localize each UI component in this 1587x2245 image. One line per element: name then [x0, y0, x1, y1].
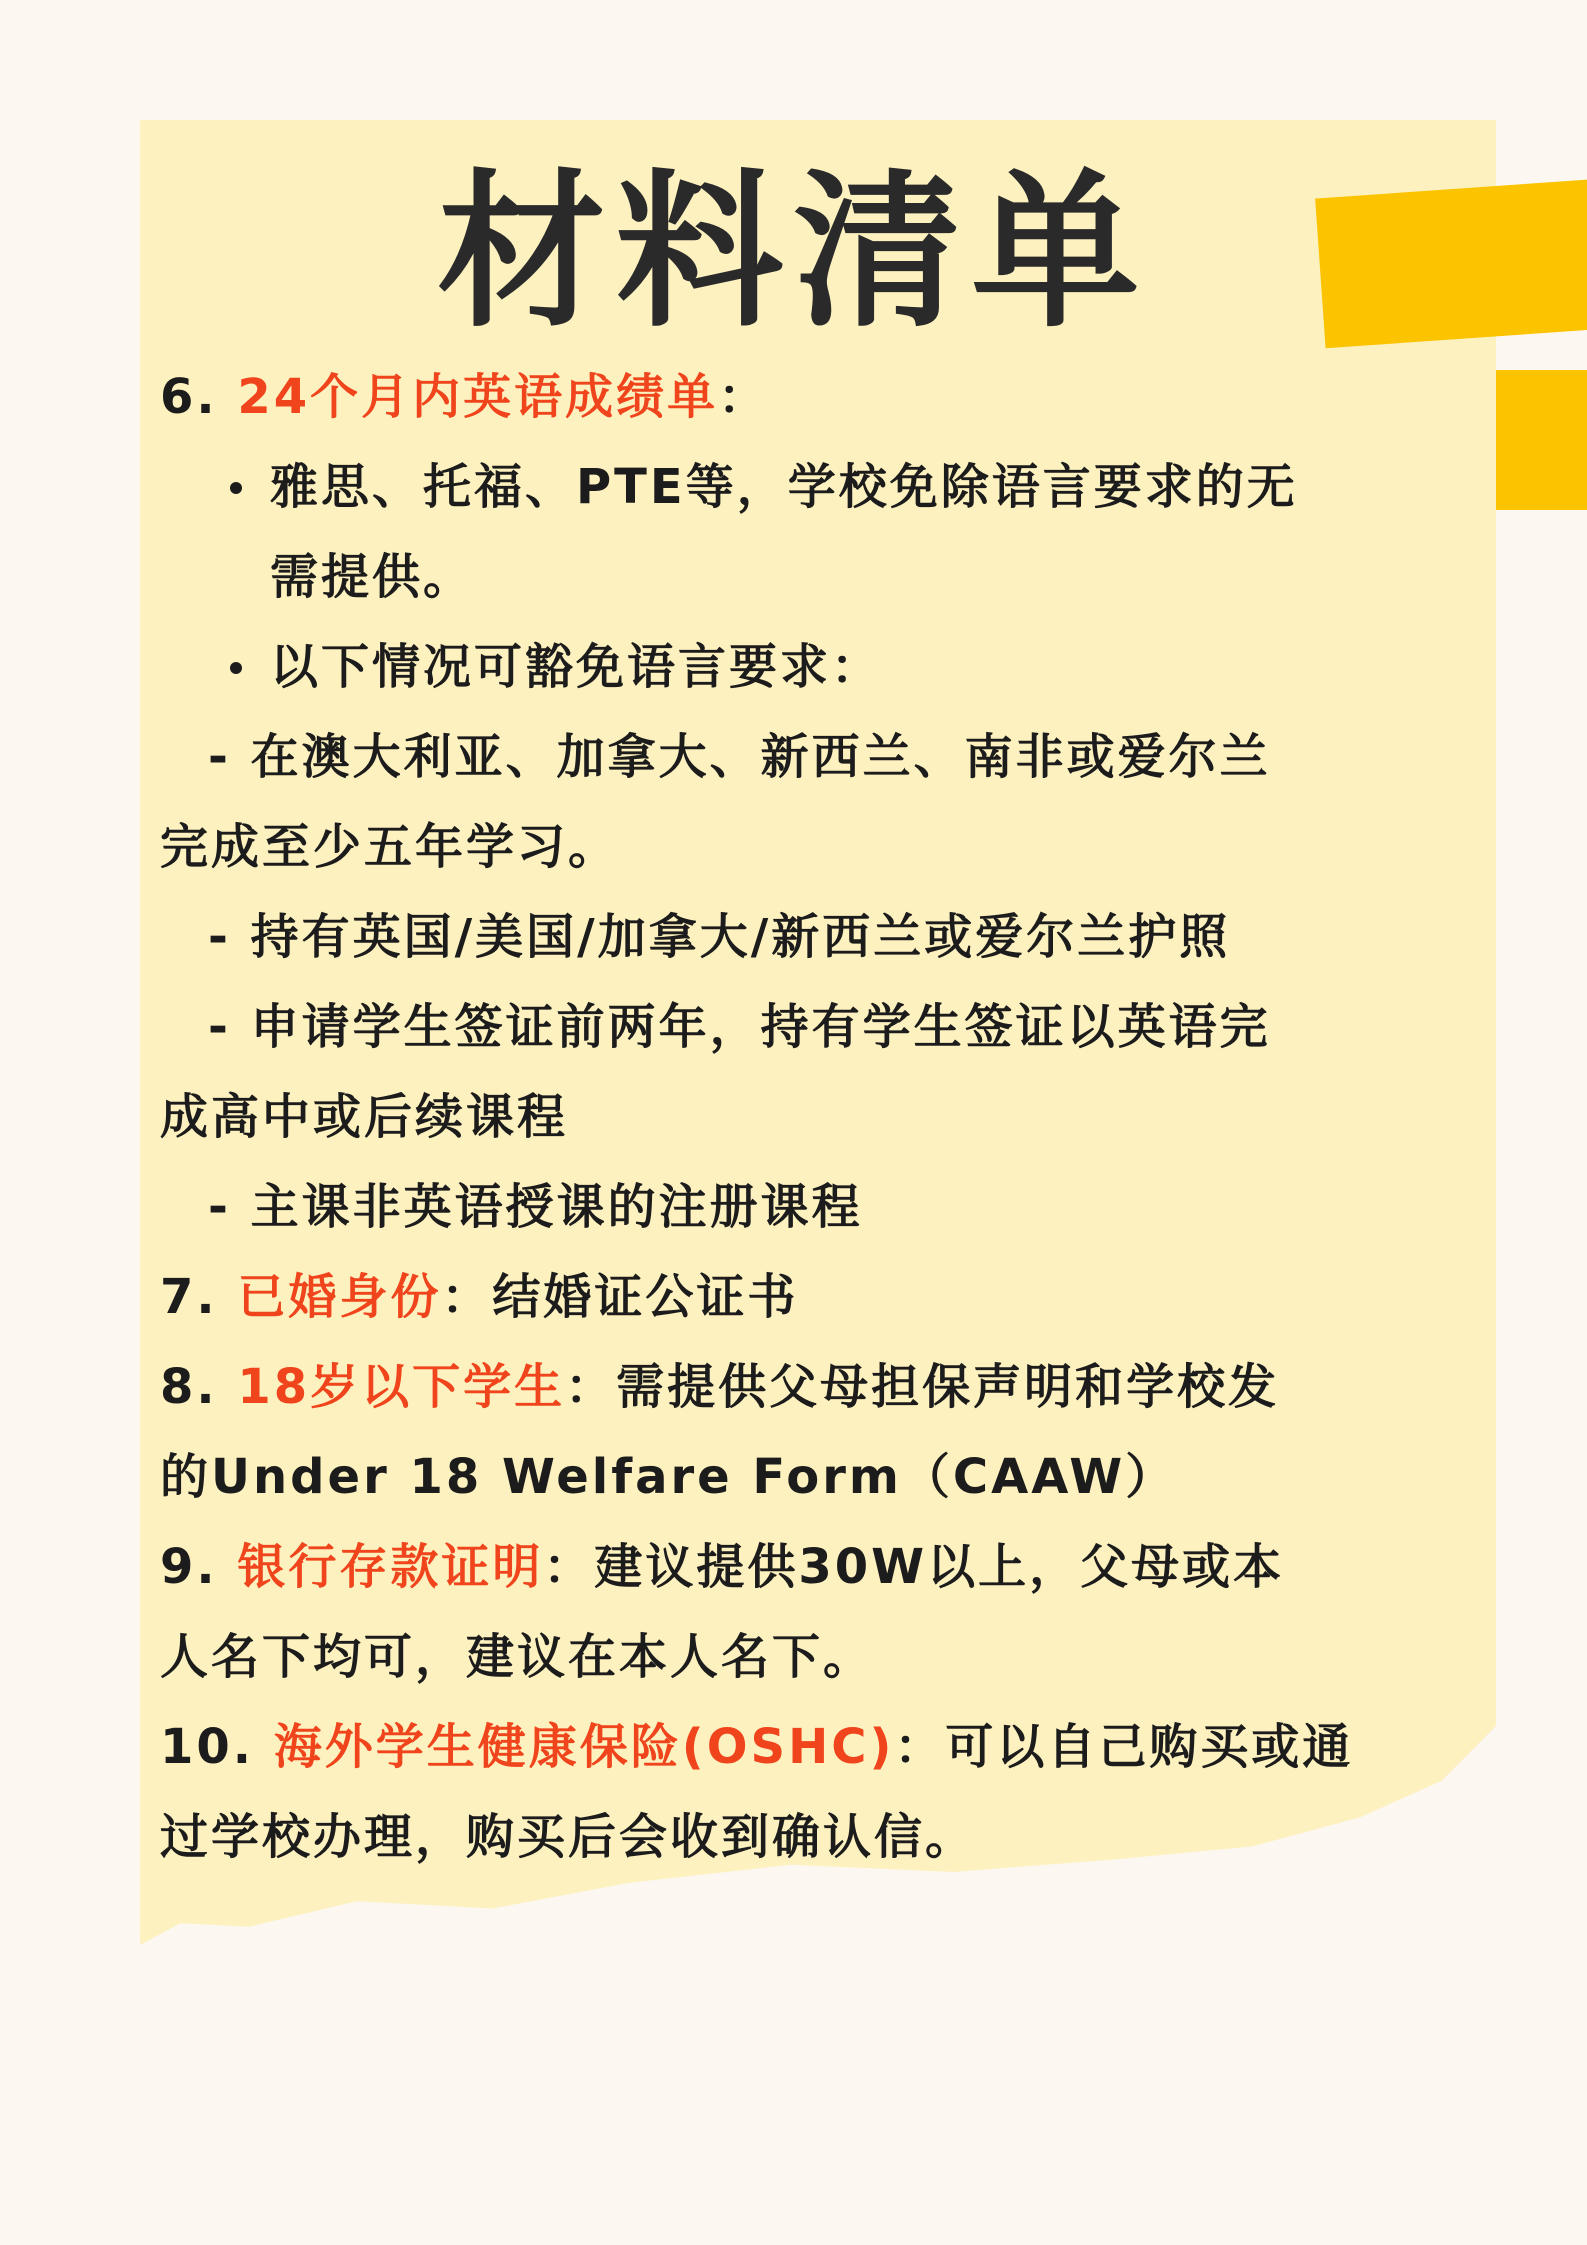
page-title: 材料清单: [437, 154, 1150, 350]
bullet-continuation: [160, 532, 1460, 622]
item-number: 10.: [160, 1719, 255, 1775]
item-number: 9.: [160, 1539, 218, 1595]
bullet-item: [160, 442, 1460, 532]
item-10: [160, 1702, 1460, 1792]
item-title: 18岁以下学生: [237, 1359, 566, 1415]
item-title: 已婚身份: [237, 1269, 442, 1325]
item-number: 8.: [160, 1359, 218, 1415]
item-6-heading: [160, 352, 1460, 442]
exemption-condition-continuation: 成高中或后续课程: [160, 1089, 569, 1145]
item-8-continuation: 的Under 18 Welfare Form（CAAW）: [160, 1449, 1177, 1505]
item-number: 6.: [160, 369, 218, 425]
exemption-condition: - 持有英国/美国/加拿大/新西兰或爱尔兰护照: [208, 909, 1231, 965]
bullet-text: 雅思、托福、PTE等，学校免除语言要求的无: [270, 459, 1298, 515]
bullet-icon: [230, 482, 242, 494]
item-text: ：需提供父母担保声明和学校发: [565, 1359, 1280, 1415]
item-text: ：结婚证公证书: [441, 1269, 799, 1325]
item-number: 7.: [160, 1269, 218, 1325]
item-9: [160, 1522, 1460, 1612]
item-8: [160, 1342, 1460, 1432]
item-7: [160, 1252, 1460, 1342]
checklist: [160, 352, 1460, 1882]
item-text: ：建议提供30W以上，父母或本: [543, 1539, 1285, 1595]
tape-strip-bottom: [1496, 370, 1587, 510]
exemption-condition-continuation: 完成至少五年学习。: [160, 819, 620, 875]
item-title: 海外学生健康保险(OSHC): [273, 1719, 895, 1775]
item-text: ：可以自己购买或通: [894, 1719, 1354, 1775]
item-title: 24个月内英语成绩单: [237, 369, 719, 425]
item-10-continuation: 过学校办理，购买后会收到确认信。: [160, 1809, 977, 1865]
item-colon: ：: [718, 369, 770, 425]
exemption-condition: - 在澳大利亚、加拿大、新西兰、南非或爱尔兰: [208, 729, 1271, 785]
bullet-icon: [230, 662, 242, 674]
exemption-condition: - 申请学生签证前两年，持有学生签证以英语完: [208, 999, 1271, 1055]
exemption-condition: - 主课非英语授课的注册课程: [208, 1179, 863, 1235]
item-title: 银行存款证明: [237, 1539, 544, 1595]
bullet-text: 以下情况可豁免语言要求：: [270, 639, 883, 695]
bullet-item: [160, 622, 1460, 712]
item-9-continuation: 人名下均可，建议在本人名下。: [160, 1629, 875, 1685]
bullet-text: 需提供。: [270, 549, 475, 605]
